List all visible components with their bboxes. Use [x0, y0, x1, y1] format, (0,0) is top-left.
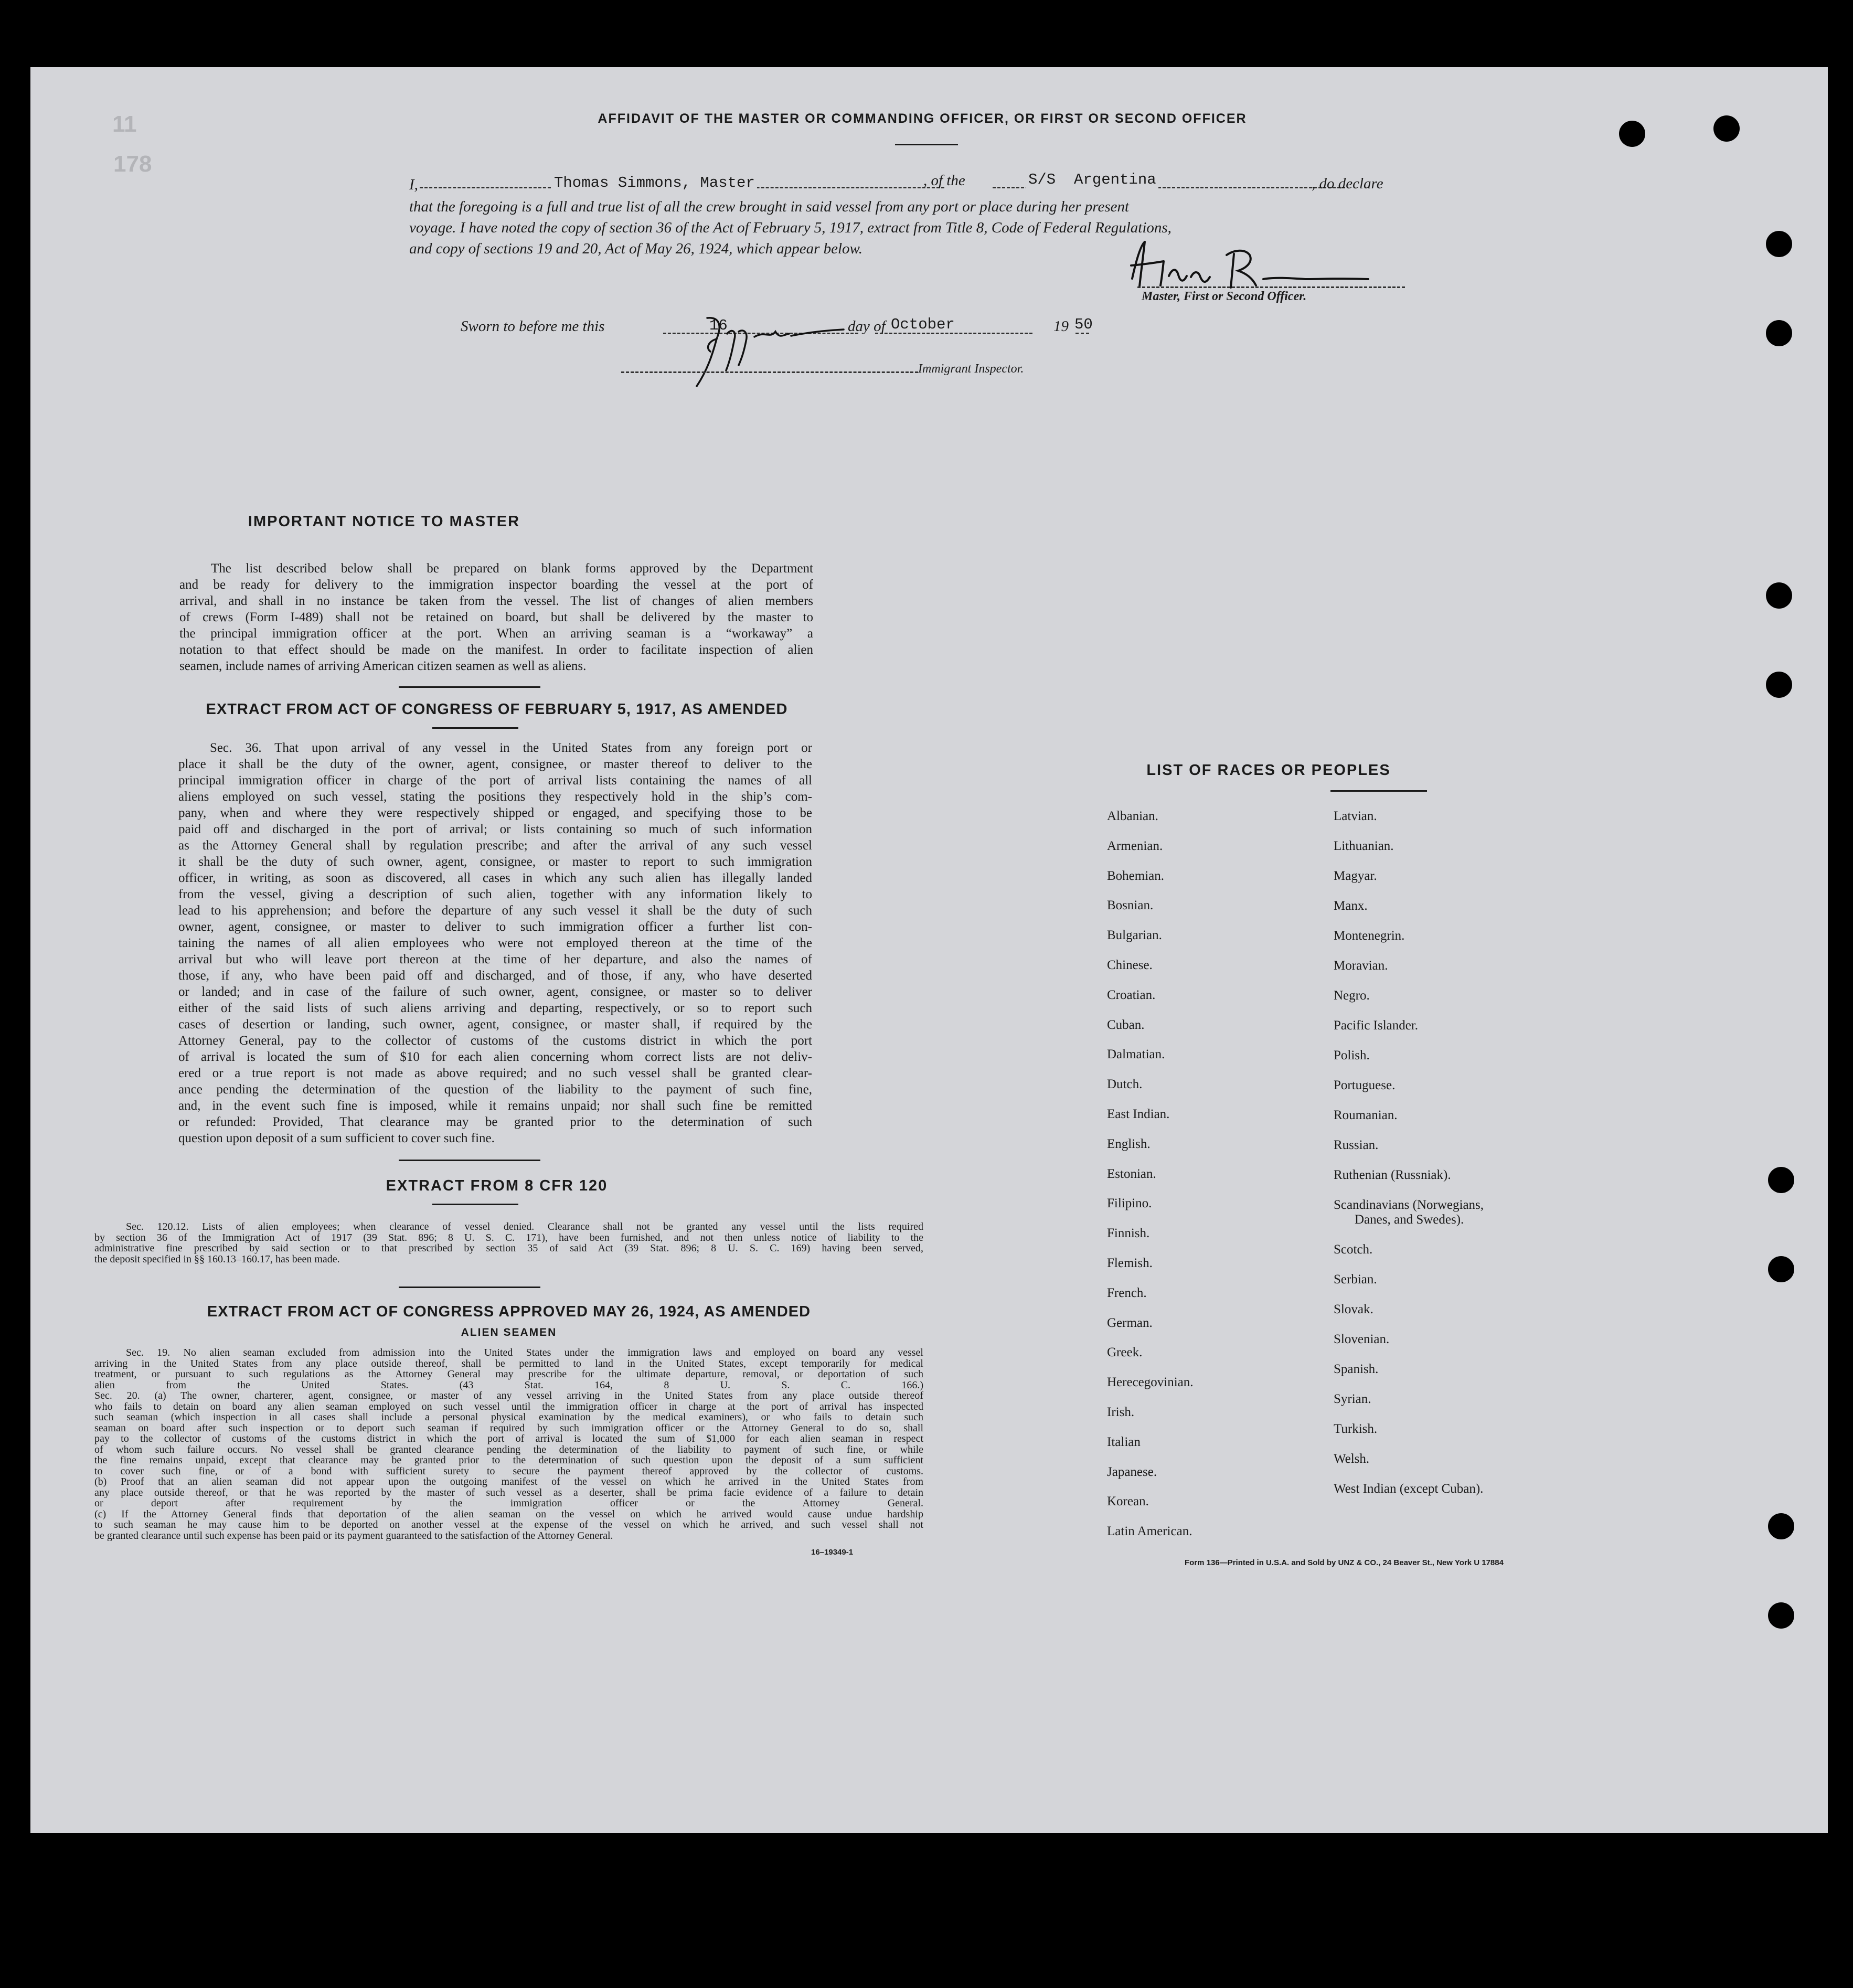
race-item: English.	[1107, 1136, 1151, 1151]
race-item: Polish.	[1334, 1048, 1370, 1062]
race-item: Greek.	[1107, 1345, 1143, 1360]
punch-hole	[1768, 1256, 1794, 1282]
text-line: of arrival is located the sum of $10 for each alien concerning whom correct lists are not deliv-	[178, 1050, 812, 1064]
divider	[432, 727, 518, 729]
punch-hole	[1768, 1602, 1794, 1629]
inspector-label: Immigrant Inspector.	[918, 362, 1024, 376]
text-line: aliens employed on such vessel, stating the positions they respectively hold in the ship’s com-	[178, 790, 812, 804]
text-line: arrival but who will leave port thereon at the time of her departure, and also the names of	[178, 952, 812, 966]
race-item: Dalmatian.	[1107, 1047, 1165, 1062]
inspector-signature-line	[621, 371, 918, 373]
punch-hole	[1766, 231, 1792, 257]
text-line: ance pending the determination of the question of the liability to the payment of such fine,	[178, 1082, 812, 1097]
text-line: from the vessel, giving a description of such alien, together with any information likely to	[178, 887, 812, 901]
text-line: or deport after requirement by the immigration officer or the Attorney General.	[94, 1498, 923, 1509]
text-line: or refunded: Provided, That clearance may be granted prior to the determination of such	[178, 1115, 812, 1129]
text-line: by section 36 of the Immigration Act of 1917 (39 Stat. 896; 8 U. S. C. 171), have been furnished, and not then unless notice of liability to the	[94, 1232, 923, 1243]
text-line: Sec. 20. (a) The owner, charterer, agent, consignee, or master of any vessel arriving in the United States from any place outside thereof	[94, 1390, 923, 1401]
do-declare-label: , do declare	[1312, 175, 1383, 192]
text-line: arrival, and shall in no instance be taken from the vessel. The list of changes of alien members	[179, 594, 813, 608]
race-item: Korean.	[1107, 1494, 1149, 1509]
race-item: Herecegovinian.	[1107, 1375, 1194, 1390]
text-line: (b) Proof that an alien seaman did not appear upon the outgoing manifest of the vessel on which he arrived in the United States from	[94, 1476, 923, 1487]
race-item: Slovak.	[1334, 1302, 1373, 1316]
margin-mark: 11	[112, 111, 137, 137]
extract-1924-title: EXTRACT FROM ACT OF CONGRESS APPROVED MAY 26, 1924, AS AMENDED	[207, 1303, 811, 1320]
race-item: Latin American.	[1107, 1524, 1192, 1539]
extract-1917-text	[178, 740, 812, 1146]
divider	[895, 144, 958, 145]
text-line: pany, when and where they were respectively shipped or engaged, and specifying those to be	[178, 806, 812, 820]
declaration-line: voyage. I have noted the copy of section 36 of the Act of February 5, 1917, extract from Title 8, Code of Federal Regulations,	[409, 219, 1172, 236]
margin-mark: 178	[113, 151, 152, 177]
text-line: as the Attorney General shall by regulation prescribe; and after the arrival of any such vessel	[178, 838, 812, 853]
declaration-line: that the foregoing is a full and true list of all the crew brought in said vessel from any port or place during her present	[409, 198, 1130, 215]
form-code: 16–19349-1	[811, 1548, 854, 1557]
race-item: East Indian.	[1107, 1107, 1170, 1121]
text-line: (c) If the Attorney General finds that deportation of the alien seaman on the vessel on which he arrived would cause undue hardship	[94, 1508, 923, 1519]
vessel-name-field: S/S Argentina	[1026, 171, 1158, 188]
text-line: treatment, or pursuant to such regulations as the Attorney General may prescribe for the ultimate departure, removal, or deportation of such	[94, 1369, 923, 1380]
race-item: Estonian.	[1107, 1166, 1156, 1181]
text-line: the fine remains unpaid, except that clearance may be granted prior to the determination of such question upon the deposit of a sum sufficient	[94, 1455, 923, 1466]
text-line: pay to the collector of customs of the customs district in which the port of arrival is located the sum of $1,000 for each alien seaman in respect	[94, 1433, 923, 1444]
day-of-label: day of	[848, 318, 886, 335]
text-line: seaman on board after such inspection or to deport such seaman if required by such immigration officer or the Attorney General to do so, shall	[94, 1422, 923, 1433]
race-item: Japanese.	[1107, 1464, 1157, 1479]
text-line: officer, in writing, as soon as discovered, all cases in which any such alien has illegally landed	[178, 871, 812, 885]
text-line: or landed; and in case of the failure of such owner, agent, consignee, or master so to deliver	[178, 985, 812, 999]
race-item: Slovenian.	[1334, 1332, 1390, 1346]
race-item: Roumanian.	[1334, 1108, 1398, 1122]
race-item: Negro.	[1334, 988, 1370, 1003]
text-line: any place outside thereof, or that he was reported by the master of such vessel as a deserter, shall be prima facie evidence of a failure to detain	[94, 1487, 923, 1498]
punch-hole	[1766, 672, 1792, 698]
race-item: Montenegrin.	[1334, 929, 1405, 943]
text-line: Sec. 120.12. Lists of alien employees; when clearance of vessel denied. Clearance shall not be granted any vessel until the lists required	[126, 1221, 923, 1232]
race-item: Italian	[1107, 1434, 1141, 1449]
text-line: of whom such failure occurs. No vessel shall be granted clearance pending the determination of the liability to payment of such fine, or while	[94, 1444, 923, 1455]
race-item: Dutch.	[1107, 1077, 1143, 1092]
text-line: owner, agent, consignee, or master to deliver to such immigration officer a further list con-	[178, 920, 812, 934]
year-prefix-label: 19	[1053, 318, 1069, 335]
race-item: Irish.	[1107, 1405, 1135, 1419]
punch-hole	[1766, 320, 1792, 346]
extract-1917-title: EXTRACT FROM ACT OF CONGRESS OF FEBRUARY 5, 1917, AS AMENDED	[206, 701, 788, 718]
text-line: to cover such fine, or of a bond with sufficient surety to secure the payment thereof approved by the collector of customs.	[94, 1465, 923, 1476]
text-line: Attorney General, pay to the collector of customs of the customs district in which the port	[178, 1034, 812, 1048]
divider	[399, 1160, 540, 1161]
officer-signature-line	[1137, 286, 1405, 288]
inspector-signature	[686, 307, 880, 391]
text-line: question upon deposit of a sum sufficient to cover such fine.	[178, 1131, 495, 1145]
race-item: West Indian (except Cuban).	[1334, 1482, 1484, 1496]
race-item: Scandinavians (Norwegians,	[1334, 1198, 1484, 1212]
affidavit-title: AFFIDAVIT OF THE MASTER OR COMMANDING OFFICER, OR FIRST OR SECOND OFFICER	[598, 111, 1247, 126]
race-item: Scotch.	[1334, 1242, 1373, 1257]
race-item: Manx.	[1334, 899, 1368, 913]
race-item: Armenian.	[1107, 838, 1163, 853]
text-line: to such seaman he may cause him to be deported on another vessel at the expense of the vessel on which he arrived, and such vessel shall not	[94, 1519, 923, 1530]
text-line: lead to his apprehension; and before the departure of any such vessel it shall be the duty of such	[178, 903, 812, 918]
extract-1924-subtitle: ALIEN SEAMEN	[461, 1326, 557, 1338]
race-item: Croatian.	[1107, 987, 1156, 1002]
race-item: Latvian.	[1334, 809, 1377, 823]
text-line: cases of desertion or landing, such owner, agent, consignee, or master shall, if required by the	[178, 1017, 812, 1032]
race-item: Bohemian.	[1107, 868, 1165, 883]
punch-hole	[1619, 121, 1645, 147]
text-line: Sec. 36. That upon arrival of any vessel in the United States from any foreign port or	[210, 741, 812, 755]
race-item: Welsh.	[1334, 1452, 1370, 1466]
race-item: Moravian.	[1334, 959, 1388, 973]
declarant-label: I,	[409, 176, 418, 193]
races-title: LIST OF RACES OR PEOPLES	[1146, 762, 1391, 779]
master-name-field: Thomas Simmons, Master	[552, 174, 757, 192]
punch-hole	[1768, 1167, 1794, 1193]
text-line: the principal immigration officer at the port. When an arriving seaman is a “workaway” a	[179, 626, 813, 641]
divider	[432, 1204, 518, 1205]
race-item: Cuban.	[1107, 1017, 1145, 1032]
text-line: The list described below shall be prepared on blank forms approved by the Department	[211, 561, 813, 576]
text-line: those, if any, who have been paid off and discharged, and of those, if any, who have deserted	[178, 969, 812, 983]
extract-cfr-text	[94, 1221, 923, 1264]
race-item: Albanian.	[1107, 809, 1158, 823]
race-item: Pacific Islander.	[1334, 1018, 1419, 1033]
text-line: be granted clearance until such expense has been paid or its payment guaranteed to the satisfaction of the Attorney General.	[94, 1530, 613, 1541]
text-line: place it shall be the duty of the owner, agent, consignee, or master thereof to deliver to the	[178, 757, 812, 771]
race-item: Russian.	[1334, 1138, 1379, 1152]
declaration-line: and copy of sections 19 and 20, Act of May 26, 1924, which appear below.	[409, 240, 862, 257]
race-item: French.	[1107, 1285, 1147, 1300]
race-item: Lithuanian.	[1334, 839, 1394, 853]
race-item: Finnish.	[1107, 1226, 1150, 1241]
sworn-month-field: October	[891, 316, 955, 333]
text-line: such seaman (which inspection in all cases shall include a personal physical examination by the medical examiners), or who fails to detain such	[94, 1412, 923, 1423]
race-item: Flemish.	[1107, 1256, 1153, 1270]
sworn-year-field: 50	[1074, 316, 1093, 333]
race-item: Turkish.	[1334, 1422, 1378, 1436]
text-line: alien from the United States. (43 Stat. 164, 8 U. S. C. 166.)	[94, 1379, 923, 1390]
text-line: administrative fine prescribed by said section or to that prescribed by section 35 of said Act (39 Stat. 896; 8 U. S. C. 169) having been served,	[94, 1243, 923, 1254]
document-page	[30, 67, 1828, 1833]
text-line: and, in the event such fine is imposed, while it remains unpaid; nor shall such fine be remitted	[178, 1099, 812, 1113]
race-item: Filipino.	[1107, 1196, 1152, 1211]
form-note: Form 136—Printed in U.S.A. and Sold by UNZ & CO., 24 Beaver St., New York U 17884	[1185, 1558, 1504, 1567]
divider	[399, 686, 540, 688]
race-item: Portuguese.	[1334, 1078, 1396, 1092]
punch-hole	[1713, 115, 1740, 142]
notice-title: IMPORTANT NOTICE TO MASTER	[248, 513, 520, 530]
text-line: ered or a true report is not made as above required; and no such vessel shall be granted clear-	[178, 1066, 812, 1080]
race-item: Danes, and Swedes).	[1355, 1213, 1464, 1227]
notice-text	[179, 560, 813, 674]
extract-1924-text	[94, 1347, 923, 1541]
text-line: arriving in the United States from any place outside thereof, shall be permitted to land in the United States, except temporarily for medical	[94, 1358, 923, 1369]
officer-label: Master, First or Second Officer.	[1142, 290, 1307, 303]
text-line: Sec. 19. No alien seaman excluded from admission into the United States under the immigration laws and employed on board any vessel	[126, 1347, 923, 1358]
text-line: seamen, include names of arriving American citizen seamen as well as aliens.	[179, 659, 587, 673]
divider	[399, 1287, 540, 1288]
text-line: of crews (Form I-489) shall not be retained on board, but shall be delivered by the master to	[179, 610, 813, 624]
text-line: either of the said lists of such aliens arriving and departing, respectively, or so to report such	[178, 1001, 812, 1015]
race-item: Ruthenian (Russniak).	[1334, 1168, 1451, 1182]
text-line: who fails to detain on board any alien seaman employed on such vessel until the immigration officer in charge at the port of arrival has inspected	[94, 1401, 923, 1412]
race-item: German.	[1107, 1315, 1153, 1330]
text-line: and be ready for delivery to the immigration inspector boarding the vessel at the port of	[179, 578, 813, 592]
punch-hole	[1768, 1513, 1794, 1539]
extract-cfr-title: EXTRACT FROM 8 CFR 120	[386, 1177, 608, 1194]
race-item: Syrian.	[1334, 1392, 1371, 1406]
race-item: Spanish.	[1334, 1362, 1379, 1376]
sworn-day-field: 16	[709, 317, 728, 334]
text-line: paid off and discharged in the port of arrival; or lists containing so much of such information	[178, 822, 812, 836]
text-line: notation to that effect should be made on the manifest. In order to facilitate inspection of alien	[179, 643, 813, 657]
text-line: principal immigration officer in charge of the port of arrival lists containing the names of all	[178, 773, 812, 788]
race-item: Serbian.	[1334, 1272, 1377, 1287]
text-line: the deposit specified in §§ 160.13–160.17, has been made.	[94, 1253, 340, 1264]
race-item: Bosnian.	[1107, 898, 1154, 913]
text-line: it shall be the duty of such owner, agent, consignee, or master to report to such immigration	[178, 855, 812, 869]
divider	[1330, 790, 1427, 792]
race-item: Bulgarian.	[1107, 928, 1162, 943]
punch-hole	[1766, 582, 1792, 609]
sworn-label: Sworn to before me this	[461, 318, 605, 335]
text-line: taining the names of all alien employees who were not employed thereon at the time of the	[178, 936, 812, 950]
race-item: Magyar.	[1334, 869, 1377, 883]
of-the-label: , of the	[923, 172, 965, 189]
race-item: Chinese.	[1107, 958, 1153, 972]
